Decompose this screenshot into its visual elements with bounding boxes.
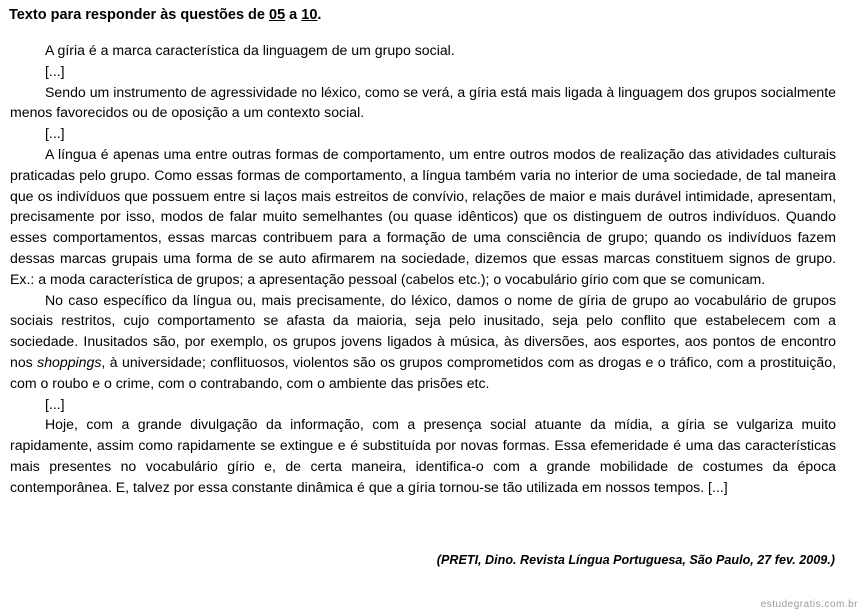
question-start: 05 [269,7,286,23]
instruction-connector: a [285,7,302,23]
site-watermark: estudegratis.com.br [760,599,858,610]
article-text [10,40,836,498]
source-citation: (PRETI, Dino. Revista Língua Portuguesa, São Paulo, 27 fev. 2009.) [436,553,835,567]
ellipsis-3: [...] [45,395,65,412]
paragraph-4-start: No caso específico da língua ou, mais precisamente, do léxico, damos o nome de gíria de grupo ao vocabulário de grupos sociais restritos, cujo comportamento se afasta da maioria, seja pelo inusitado, seja pelo conflito que estabelecem com a sociedade. Inusitados são, por exemplo, os grupos jovens ligados à música, às diversões, aos esportes, aos pontos de encontro nos [10,291,836,370]
paragraph-1: A gíria é a marca característica da linguagem de um grupo social. [45,42,455,58]
paragraph-5: Hoje, com a grande divulgação da informação, com a presença social atuante da mídia, a gíria se vulgariza muito rapidamente, assim como rapidamente se extingue e é substituída por novas formas. Essa efemeridade é uma das características mais presentes no vocabulário gírio e, de certa maneira, identifica-o com a grande mobilidade de costumes da época contemporânea. E, talvez por essa constante dinâmica é que a gíria tornou-se tão utilizada em nossos tempos. [...] [10,416,836,495]
paragraph-4 [10,290,836,394]
ellipsis-1: [...] [45,62,65,79]
paragraph-2: Sendo um instrumento de agressividade no léxico, como se verá, a gíria está mais ligada à linguagem dos grupos socialmente menos favorecidos ou de oposição a um contexto social. [10,83,836,121]
instruction-heading [9,5,321,25]
instruction-suffix: . [317,7,322,23]
question-end: 10 [301,7,318,23]
paragraph-4-end: , à universidade; conflituosos, violentos são os grupos comprometidos com as drogas e o tráfico, com a prostituição, com o roubo e o crime, com o contrabando, com o ambiente das prisões etc. [10,353,836,391]
ellipsis-2: [...] [45,125,65,142]
paragraph-4-italic: shoppings [37,353,102,370]
instruction-prefix: Texto para responder às questões de [9,7,270,23]
paragraph-3: A língua é apenas uma entre outras formas de comportamento, um entre outros modos de realização das atividades culturais praticadas pelo grupo. Como essas formas de comportamento, a língua também varia no interior de uma sociedade, de tal maneira que os indivíduos que possuem entre si laços mais estreitos de convívio, relações de maior e mais durável intimidade, apresentam, precisamente por isso, modos de falar muito semelhantes (ou quase idênticos) que os distinguem de outros indivíduos. Quando esses comportamentos, essas marcas contribuem para a formação de uma consciência de grupo; quando os indivíduos fazem dessas marcas grupais uma forma de se auto afirmarem na sociedade, dizemos que essas marcas constituem signos de grupo. Ex.: a moda característica de grupos; a apresentação pessoal (cabelos etc.); o vocabulário gírio com que se comunicam. [10,145,836,287]
